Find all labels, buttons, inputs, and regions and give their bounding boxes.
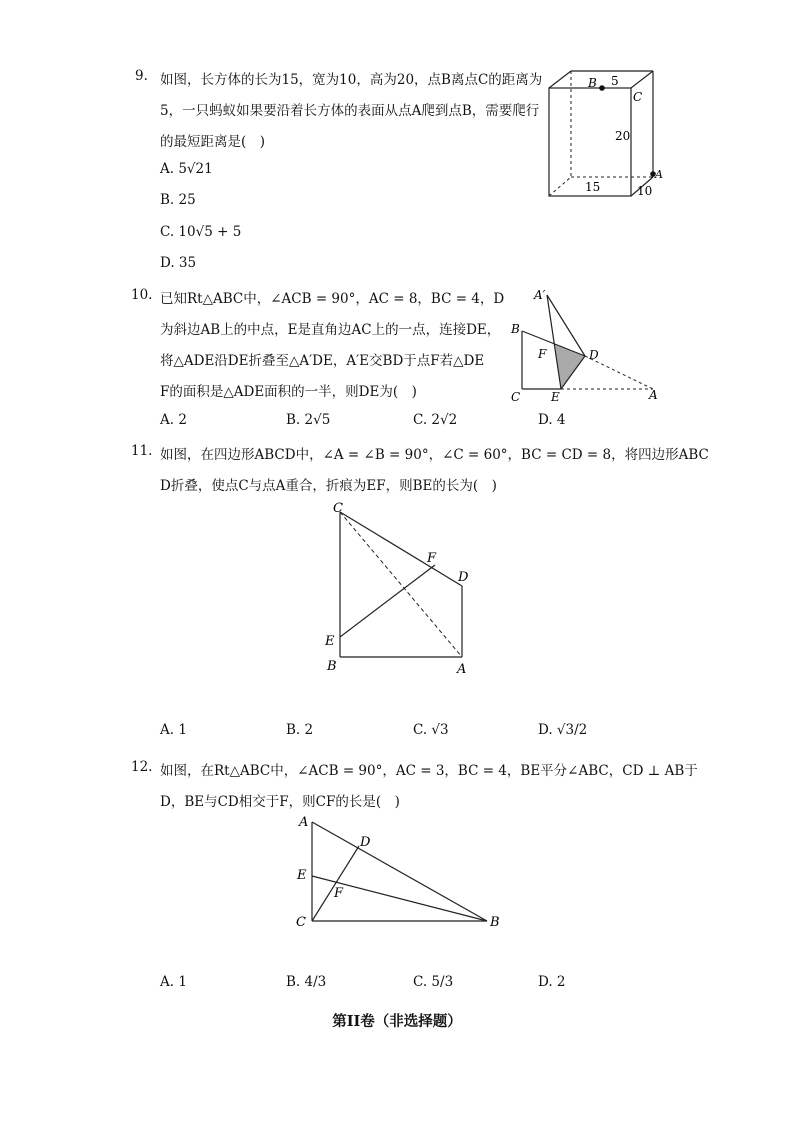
label-20: 20 xyxy=(615,129,631,143)
label-c: C xyxy=(296,915,306,930)
question-9-option-a[interactable]: A. 5√21 xyxy=(160,161,213,177)
question-11-line-1: 如图，在四边形ABCD中，∠A = ∠B = 90°，∠C = 60°，BC = CD = 8，将四边形ABC xyxy=(160,447,709,463)
label-b: B xyxy=(327,659,337,674)
label-b: B xyxy=(588,76,597,90)
question-12-number: 12. xyxy=(131,759,153,775)
label-b: B xyxy=(490,915,500,930)
label-e: E xyxy=(551,390,560,404)
label-f: F xyxy=(427,551,437,566)
question-10-line-2: 为斜边AB上的中点，E是直角边AC上的一点，连接DE， xyxy=(160,322,501,338)
question-9-line-1: 如图，长方体的长为15，宽为10，高为20，点B离点C的距离为 xyxy=(160,72,543,88)
label-c: C xyxy=(633,90,643,104)
question-9-option-d[interactable]: D. 35 xyxy=(160,255,197,271)
question-9-option-b[interactable]: B. 25 xyxy=(160,192,196,208)
question-11-number: 11. xyxy=(131,443,153,459)
question-10-option-c[interactable]: C. 2√2 xyxy=(413,412,458,428)
question-11-option-c[interactable]: C. √3 xyxy=(413,722,449,738)
question-11-option-a[interactable]: A. 1 xyxy=(160,722,187,738)
fold-triangle-figure xyxy=(505,285,665,405)
question-9-line-3: 的最短距离是( ) xyxy=(160,134,266,150)
label-a: A xyxy=(649,388,658,402)
label-c: C xyxy=(333,501,343,516)
question-10-line-3: 将△ADE沿DE折叠至△A′DE，A′E交BD于点F若△DE xyxy=(160,353,485,369)
label-e: E xyxy=(325,634,335,649)
question-12-option-c[interactable]: C. 5/3 xyxy=(413,974,454,990)
question-11-option-b[interactable]: B. 2 xyxy=(286,722,314,738)
question-12-option-d[interactable]: D. 2 xyxy=(538,974,566,990)
question-12-line-2: D，BE与CD相交于F，则CF的长是( ) xyxy=(160,794,400,810)
label-d: D xyxy=(458,570,469,585)
quadrilateral-fold-figure xyxy=(320,495,490,680)
section-heading: 第II卷（非选择题） xyxy=(332,1013,462,1030)
cuboid-figure xyxy=(545,65,675,205)
question-12-line-1: 如图，在Rt△ABC中，∠ACB = 90°，AC = 3，BC = 4，BE平分∠ABC，CD ⊥ AB于 xyxy=(160,763,698,779)
right-triangle-figure xyxy=(292,810,507,935)
question-11-option-d[interactable]: D. √3/2 xyxy=(538,722,588,738)
question-9-number: 9. xyxy=(135,68,148,84)
label-5: 5 xyxy=(611,74,619,88)
label-d: D xyxy=(360,835,371,850)
label-b: B xyxy=(511,322,520,336)
question-11-line-2: D折叠，使点C与点A重合，折痕为EF，则BE的长为( ) xyxy=(160,478,497,494)
label-a: A xyxy=(457,662,467,677)
question-12-option-a[interactable]: A. 1 xyxy=(160,974,187,990)
label-e: E xyxy=(297,868,307,883)
question-10-line-1: 已知Rt△ABC中，∠ACB = 90°，AC = 8，BC = 4，D xyxy=(160,291,505,307)
label-a: A xyxy=(655,168,663,181)
question-10-number: 10. xyxy=(131,287,153,303)
question-9-line-2: 5，一只蚂蚁如果要沿着长方体的表面从点A爬到点B，需要爬行 xyxy=(160,103,540,119)
label-10: 10 xyxy=(637,184,653,198)
question-10-option-b[interactable]: B. 2√5 xyxy=(286,412,331,428)
question-9-option-c[interactable]: C. 10√5 + 5 xyxy=(160,224,242,240)
label-d: D xyxy=(589,348,599,362)
label-f: F xyxy=(538,347,547,361)
question-10-option-a[interactable]: A. 2 xyxy=(160,412,187,428)
label-15: 15 xyxy=(585,180,601,194)
question-10-line-4: F的面积是△ADE面积的一半，则DE为( ) xyxy=(160,384,417,400)
label-f: F xyxy=(334,886,344,901)
question-12-option-b[interactable]: B. 4/3 xyxy=(286,974,327,990)
label-a-prime: A′ xyxy=(534,288,546,302)
label-a: A xyxy=(299,815,309,830)
question-10-option-d[interactable]: D. 4 xyxy=(538,412,566,428)
point-b xyxy=(599,85,605,91)
label-c: C xyxy=(511,390,521,404)
